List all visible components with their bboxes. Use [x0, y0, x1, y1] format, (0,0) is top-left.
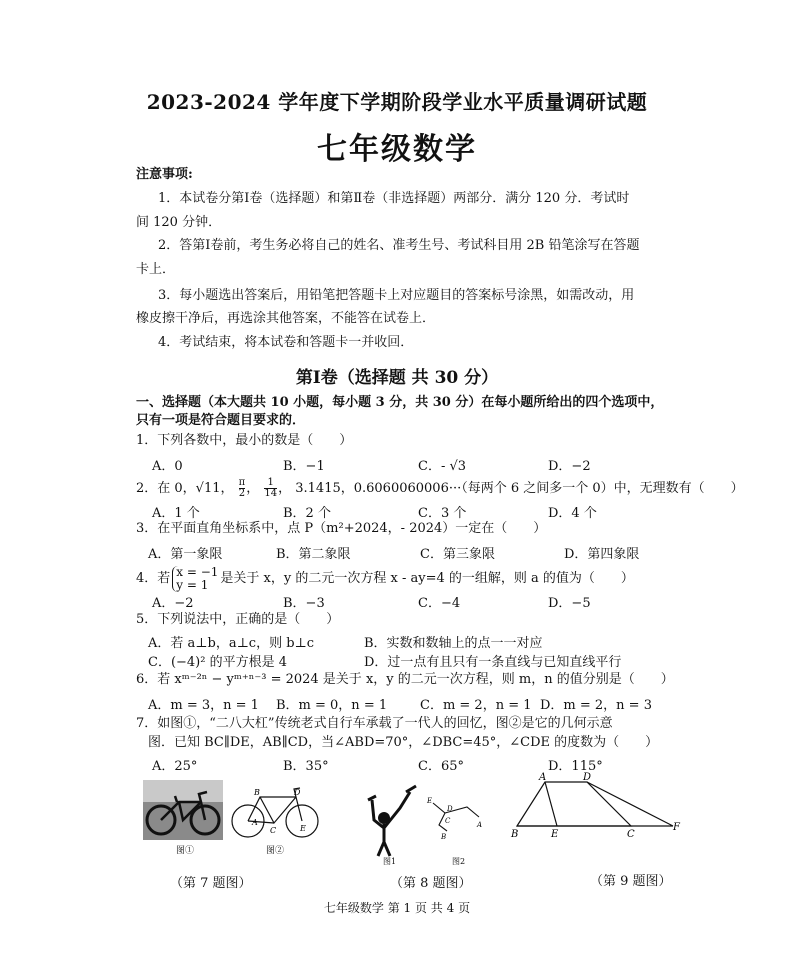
- q7-option-d: D．115°: [548, 759, 603, 774]
- fig9-point-d: D: [583, 772, 592, 783]
- fig7-label-1: 图①: [176, 846, 195, 856]
- q5-option-d: D．过一点有且只有一条直线与已知直线平行: [364, 655, 622, 670]
- notice-item2-a: 2．答第Ⅰ卷前，考生务必将自己的姓名、准考生号、考试科目用 2B 铅笔涂写在答题: [158, 238, 640, 253]
- notice-item2-b: 卡上．: [136, 262, 176, 277]
- q3-option-a: A．第一象限: [148, 547, 223, 562]
- notice-item4: 4．考试结束，将本试卷和答题卡一并收回．: [158, 335, 414, 350]
- fig7-point-c: C: [270, 826, 277, 835]
- q3-option-b: B．第二象限: [276, 547, 351, 562]
- q2-fraction-1-over-14: $\frac{1}{14}$: [264, 477, 278, 499]
- notice-heading: 注意事项:: [136, 167, 193, 182]
- fig8-point-c: C: [445, 817, 451, 825]
- q6-option-a: A．m = 3，n = 1: [148, 698, 259, 713]
- page-footer: 七年级数学 第 1 页 共 4 页: [323, 901, 471, 915]
- section-intro-b: 只有一项是符合题目要求的．: [136, 413, 306, 428]
- q7-stem-b: 图．已知 BC∥DE，AB∥CD，当∠ABD=70°，∠DBC=45°，∠CDE 的度数为（ ）: [148, 735, 659, 750]
- q4-stem: [136, 565, 634, 593]
- q4-pre: 4．若: [136, 571, 171, 586]
- q1-stem: 1．下列各数中，最小的数是（ ）: [136, 433, 353, 448]
- q7-option-c: C．65°: [418, 759, 464, 774]
- figure9-parallelogram-diagram: [505, 770, 685, 840]
- notice-item3-a: 3．每小题选出答案后，用铅笔把答题卡上对应题目的答案标号涂黑，如需改动，用: [158, 288, 635, 303]
- fig8-caption: （第 8 题图）: [390, 876, 472, 891]
- fig9-point-c: C: [627, 829, 635, 840]
- q2-option-d: D．4 个: [548, 506, 597, 521]
- q6-stem: 6．若 xᵐ⁻²ⁿ − yᵐ⁺ⁿ⁻³ = 2024 是关于 x，y 的二元一次方程，则 m，n 的值分别是（ ）: [136, 672, 674, 687]
- q2-option-a: A．1 个: [152, 506, 200, 521]
- q2-fraction-pi-over-2: $\frac{\pi}{2}$: [238, 477, 246, 499]
- q1-option-c: C．- √3: [418, 459, 467, 474]
- q4-option-d: D．−5: [548, 596, 591, 611]
- q6-option-c: C．m = 2，n = 1: [420, 698, 532, 713]
- q3-stem: 3．在平面直角坐标系中，点 P（m²+2024，- 2024）一定在（ ）: [136, 521, 547, 536]
- q4-option-b: B．−3: [283, 596, 325, 611]
- q7-stem-a: 7．如图①，“二八大杠”传统老式自行车承载了一代人的回忆，图②是它的几何示意: [136, 716, 613, 731]
- q5-option-c: C．(−4)² 的平方根是 4: [148, 655, 288, 670]
- fig7-point-b: B: [254, 788, 260, 797]
- q3-option-c: C．第三象限: [420, 547, 495, 562]
- fig7-point-d: D: [294, 788, 301, 797]
- fig9-caption: （第 9 题图）: [590, 874, 672, 889]
- q7-option-a: A．25°: [152, 759, 198, 774]
- fig8-point-b: B: [441, 833, 447, 841]
- section-intro-a: 一、选择题（本大题共 10 小题，每小题 3 分，共 30 分）在每小题所给出的四个选项中，: [136, 395, 664, 410]
- q5-option-a: A．若 a⊥b，a⊥c，则 b⊥c: [148, 636, 315, 651]
- section-title: 第Ⅰ卷（选择题 共 30 分）: [295, 368, 499, 388]
- exam-title: 2023-2024 学年度下学期阶段学业水平质量调研试题: [146, 90, 648, 114]
- fig9-point-a: A: [539, 772, 547, 783]
- q1-option-d: D．−2: [548, 459, 591, 474]
- q4-option-a: A．−2: [152, 596, 194, 611]
- fig7-caption: （第 7 题图）: [170, 876, 252, 891]
- q6-option-d: D．m = 2，n = 3: [540, 698, 652, 713]
- fig8-point-a: A: [477, 821, 483, 829]
- q2-option-b: B．2 个: [283, 506, 331, 521]
- q5-option-b: B．实数和数轴上的点一一对应: [364, 636, 543, 651]
- subject-title: 七年级数学: [317, 132, 477, 167]
- figure8-angle-diagram: [425, 795, 487, 850]
- notice-item1-a: 1．本试卷分第Ⅰ卷（选择题）和第Ⅱ卷（非选择题）两部分．满分 120 分．考试时: [158, 191, 630, 206]
- q2-stem: 2．在 0，√11， $\frac{\pi}{2}$ ， $\frac{1}{14}$ ， 3.1415，0.6060060006···（每两个 6 之间多一个 0）中，无理数有（ ）: [136, 477, 744, 499]
- q2-stem-a: 2．在 0，√11，: [136, 481, 234, 496]
- q7-option-b: B．35°: [283, 759, 329, 774]
- bicycle-photo-figure: [143, 780, 223, 840]
- fig8-label-2: 图2: [452, 857, 466, 866]
- q3-option-d: D．第四象限: [564, 547, 640, 562]
- q4-option-c: C．−4: [418, 596, 461, 611]
- fig8-label-1: 图1: [383, 857, 397, 866]
- q2-option-c: C．3 个: [418, 506, 467, 521]
- bicycle-geometry-figure: [230, 783, 322, 843]
- q1-option-a: A．0: [152, 459, 183, 474]
- notice-item1-b: 间 120 分钟．: [136, 215, 222, 230]
- fig9-point-b: B: [511, 829, 519, 840]
- q6-option-b: B．m = 0，n = 1: [276, 698, 388, 713]
- fig8-point-e: E: [427, 797, 433, 805]
- fig7-point-a: A: [252, 818, 258, 827]
- q4-post: 是关于 x，y 的二元一次方程 x - ay=4 的一组解，则 a 的值为（ ）: [220, 571, 634, 586]
- q4-equation-system: x = −1 y = 1: [172, 566, 218, 592]
- fig7-point-e: E: [300, 824, 306, 833]
- q5-stem: 5．下列说法中，正确的是（ ）: [136, 612, 340, 627]
- notice-item3-b: 橡皮擦干净后，再选涂其他答案，不能答在试卷上．: [136, 311, 436, 326]
- fig8-point-d: D: [447, 805, 453, 813]
- q2-stem-b: 3.1415，0.6060060006···（每两个 6 之间多一个 0）中，无理数有（ ）: [295, 481, 744, 496]
- fig9-point-e: E: [551, 829, 559, 840]
- fig9-point-f: F: [673, 822, 680, 833]
- fig7-label-2: 图②: [266, 846, 285, 856]
- q1-option-b: B．−1: [283, 459, 325, 474]
- figure8-person-illustration: [360, 778, 433, 860]
